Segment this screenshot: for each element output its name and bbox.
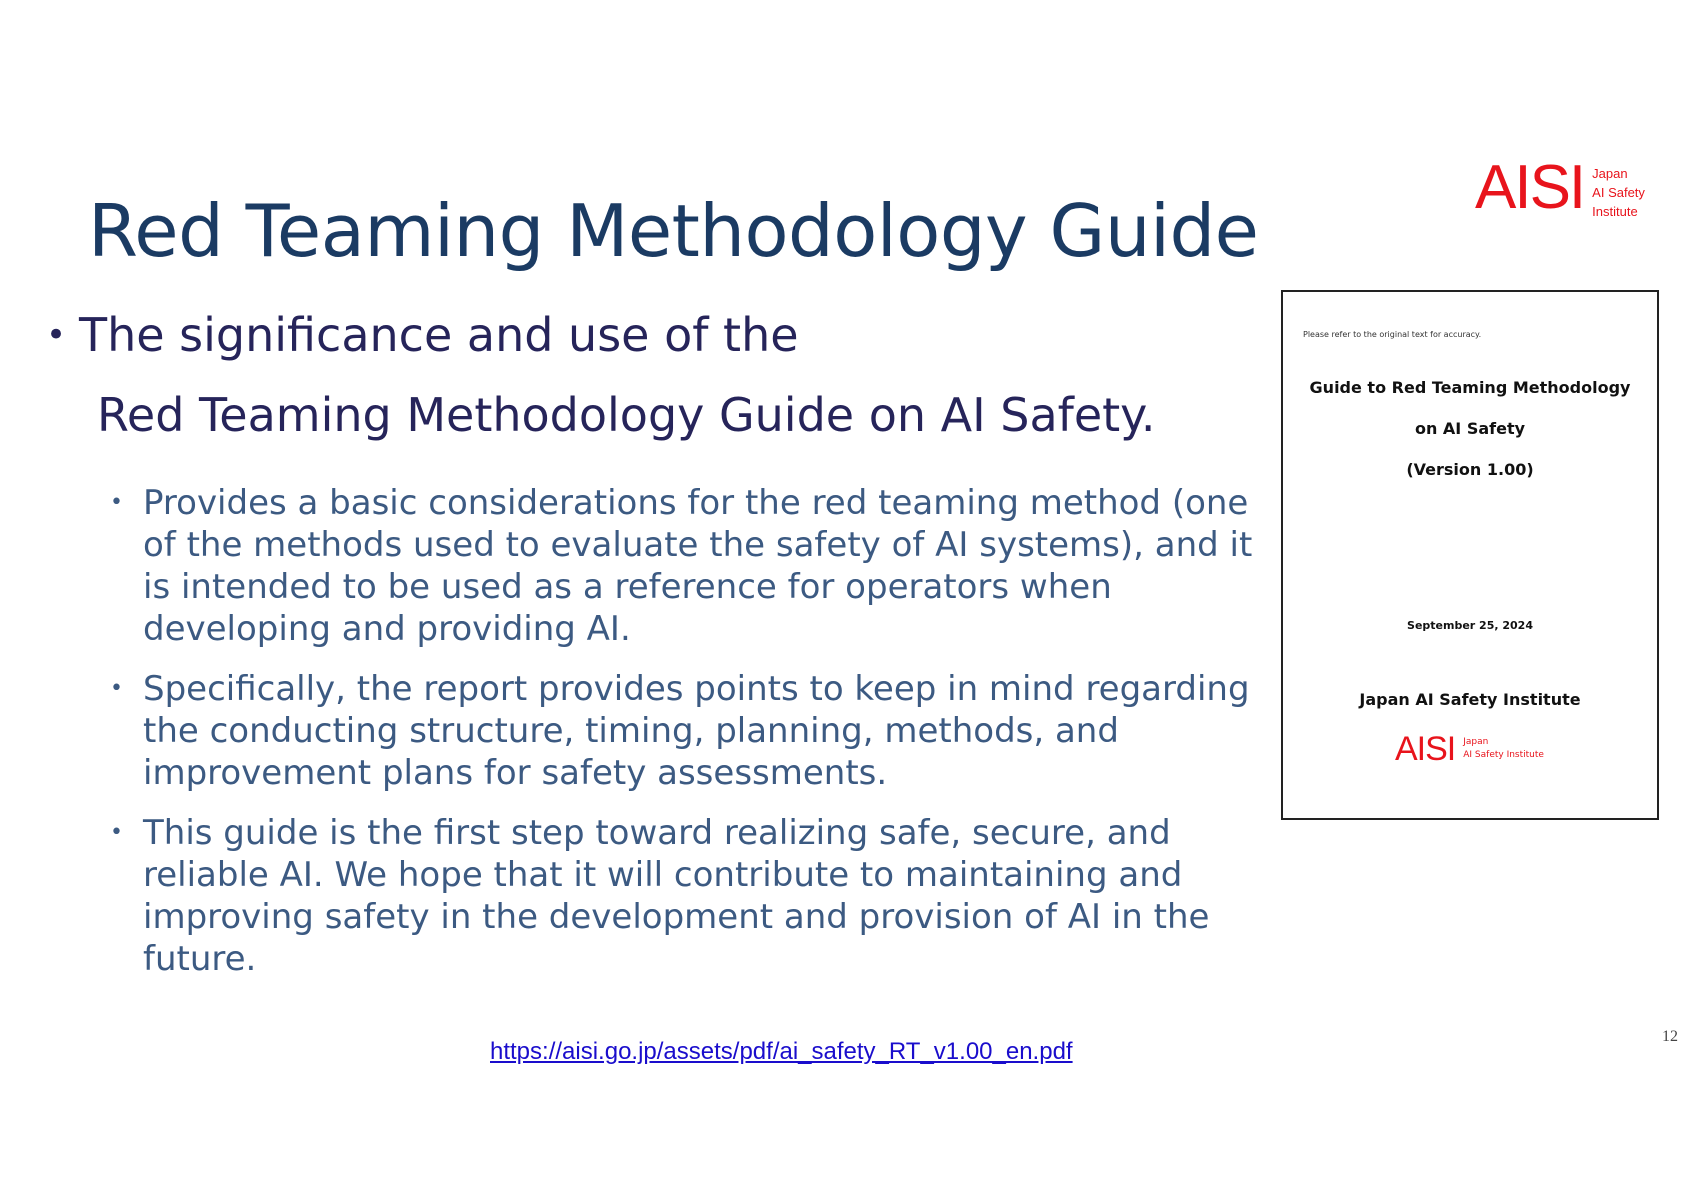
sub-bullet-text: Specifically, the report provides points to keep in mind regarding the conducting structure, timing, planning, methods, and improvement plans for safety assessments. bbox=[143, 669, 1250, 793]
bullet-dot-icon: • bbox=[110, 820, 123, 845]
sub-bullet-item bbox=[110, 812, 1260, 980]
bullet-dot-icon: • bbox=[46, 315, 67, 355]
source-pdf-link[interactable]: https://aisi.go.jp/assets/pdf/ai_safety_RT_v1.00_en.pdf bbox=[490, 1038, 1073, 1065]
aisi-logo-sub-line: Japan bbox=[1592, 166, 1628, 181]
bullet-dot-icon: • bbox=[110, 676, 123, 701]
aisi-logo-subtitle bbox=[1592, 164, 1645, 221]
guide-cover-thumbnail bbox=[1281, 290, 1659, 820]
cover-title-line1: Guide to Red Teaming Methodology bbox=[1309, 378, 1631, 397]
cover-aisi-logo-mark: AISI bbox=[1395, 730, 1456, 768]
cover-accuracy-note: Please refer to the original text for accuracy. bbox=[1303, 330, 1482, 339]
main-bullet-line2: Red Teaming Methodology Guide on AI Safety. bbox=[97, 388, 1156, 442]
sub-bullet-item bbox=[110, 482, 1260, 650]
aisi-logo-mark: AISI bbox=[1475, 153, 1585, 222]
sub-bullet-item bbox=[110, 668, 1260, 794]
cover-aisi-logo bbox=[1395, 732, 1544, 766]
cover-logo-sub-line: Japan bbox=[1463, 737, 1489, 747]
aisi-logo-sub-line: Institute bbox=[1592, 204, 1638, 219]
sub-bullet-list bbox=[110, 482, 1260, 998]
sub-bullet-text: This guide is the first step toward realizing safe, secure, and reliable AI. We hope that it will contribute to maintaining and improving safety in the development and provision of AI in the future. bbox=[143, 813, 1210, 979]
cover-aisi-logo-subtitle bbox=[1463, 736, 1544, 762]
page-number: 12 bbox=[1662, 1028, 1678, 1045]
cover-logo-sub-line: AI Safety Institute bbox=[1463, 750, 1544, 760]
sub-bullet-text: Provides a basic considerations for the red teaming method (one of the methods used to evaluate the safety of AI systems), and it is intended to be used as a reference for operators when developing and providing AI. bbox=[143, 483, 1253, 649]
cover-version: (Version 1.00) bbox=[1406, 460, 1534, 479]
cover-organization: Japan AI Safety Institute bbox=[1359, 690, 1581, 709]
cover-title-line2: on AI Safety bbox=[1414, 419, 1526, 438]
aisi-logo-sub-line: AI Safety bbox=[1592, 185, 1645, 200]
cover-date: September 25, 2024 bbox=[1407, 619, 1533, 632]
bullet-dot-icon: • bbox=[110, 490, 123, 515]
main-bullet bbox=[46, 308, 1226, 442]
main-bullet-line1: The significance and use of the bbox=[79, 308, 799, 362]
slide-title: Red Teaming Methodology Guide bbox=[88, 189, 1259, 273]
aisi-logo bbox=[1475, 153, 1645, 222]
